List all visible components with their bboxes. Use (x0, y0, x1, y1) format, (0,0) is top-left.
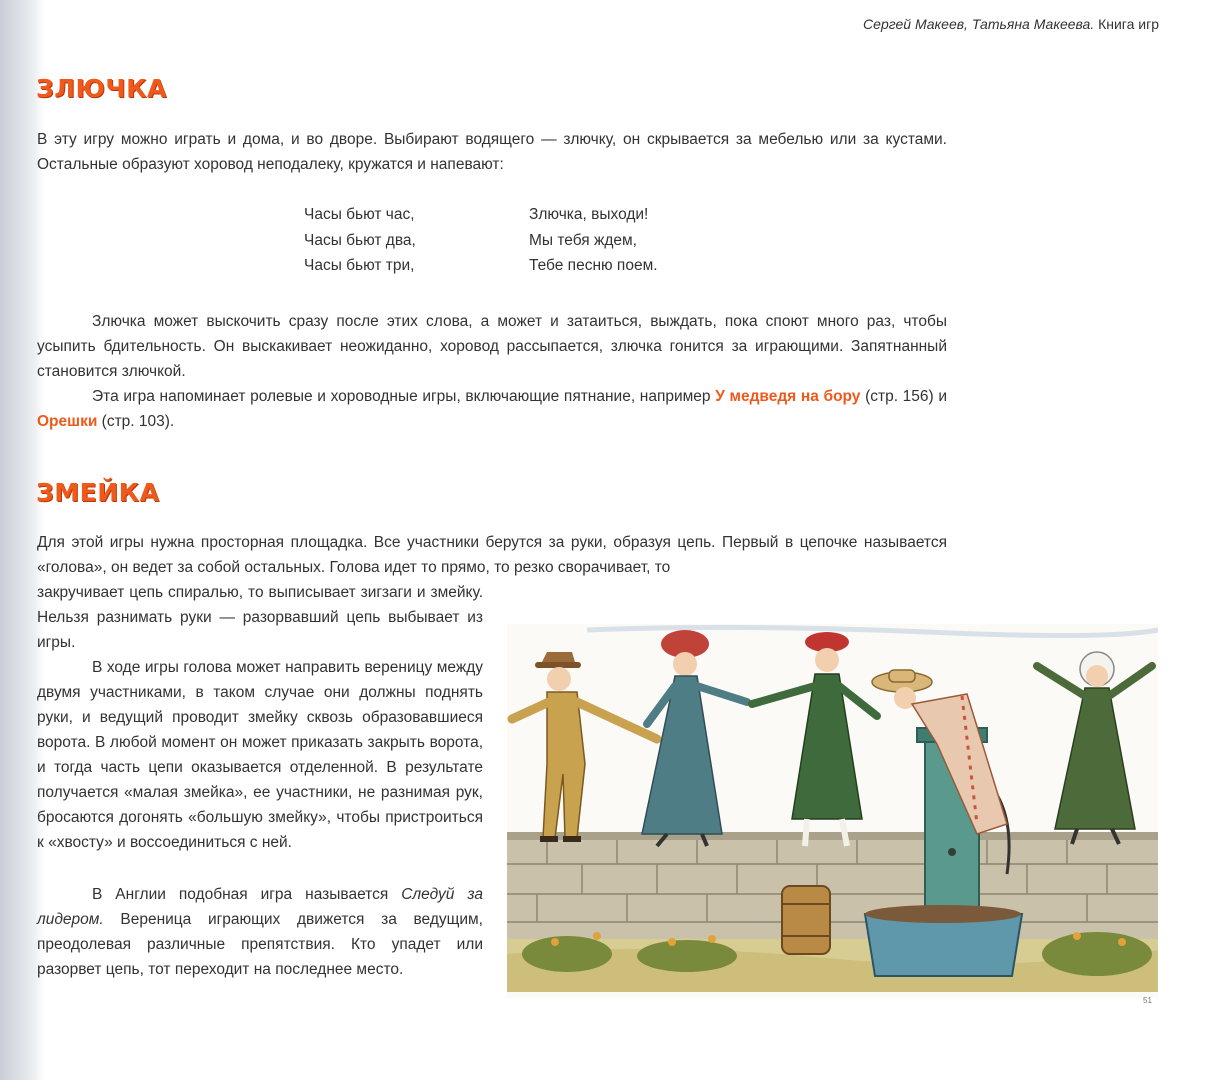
zmeyka-paragraph-1-rest: закручивает цепь спиралью, то выписывает зигзаги и змейку. Нельзя разнимать руки — разорвавший цепь выбывает из игры. (37, 584, 483, 651)
zmeyka-paragraph-2: В ходе игры голова может направить вереницу между двумя участниками, в таком случае они должны поднять руки, и ведущий проводит змейку сквозь образовавшиеся ворота. В любой момент он может приказать закрыть ворота, и тогда часть цепи оказывается отделенной. В результате получается «малая змейка», ее участники, не разнимая рук, бросаются догонять «большую змейку», чтобы пристроиться к «хвосту» и воссоединиться с ней. (37, 659, 483, 851)
verse-line: Часы бьют три, (304, 257, 415, 274)
running-head-book: Книга игр (1098, 16, 1159, 32)
illustration-children-on-wall (507, 624, 1158, 998)
zlyuchka-intro: В эту игру можно играть и дома, и во дворе. Выбирают водящего — злючку, он скрывается за мебелью или за кустами. Остальные образуют хоровод неподалеку, кружатся и напевают: (37, 131, 947, 173)
section-title-zmeyka: ЗМЕЙКА (36, 478, 160, 507)
link-u-medvedya-na-boru[interactable]: У медведя на бору (715, 388, 861, 405)
zlyuchka-paragraph-2: Злючка может выскочить сразу после этих слова, а может и затаиться, выждать, пока споют много раз, чтобы усыпить бдительность. Он выскакивает неожиданно, хоровод рассыпается, злючка гонится за играющими. Запятнанный становится злючкой. (37, 313, 947, 380)
verse-line: Часы бьют час, (304, 206, 415, 223)
game-name-italic: Следуй за лидером. (37, 886, 483, 928)
running-head-authors: Сергей Макеев, Татьяна Макеева. (863, 16, 1095, 32)
verse-right (529, 202, 658, 279)
running-head (863, 16, 1159, 32)
paragraph-text: В Англии подобная игра называется (92, 886, 402, 903)
section-title-zlyuchka: ЗЛЮЧКА (36, 74, 167, 103)
paragraph-text: (стр. 156) и (860, 388, 947, 405)
paragraph-text: Вереница играющих движется за ведущим, преодолевая различные препятствия. Кто упадет или разорвет цепь, тот переходит на последнее место. (37, 911, 483, 978)
paragraph-text: Эта игра напоминает ролевые и хороводные игры, включающие пятнание, например (92, 388, 716, 405)
zmeyka-paragraph-3 (37, 882, 483, 982)
paragraph-text: (стр. 103). (97, 413, 175, 430)
verse-line: Мы тебя ждем, (529, 231, 637, 249)
page-number: 51 (1143, 996, 1152, 1005)
link-oreshki[interactable]: Орешки (37, 413, 98, 430)
verse-left (304, 202, 416, 279)
verse-line: Тебе песню поем. (529, 257, 658, 274)
verse-line: Злючка, выходи! (529, 206, 649, 223)
zmeyka-paragraph-1-top: Для этой игры нужна просторная площадка. Все участники берутся за руки, образуя цепь. Первый в цепочке называется «голова», он ведет за собой остальных. Голова идет то прямо, то резко сворачивает, то (37, 534, 947, 576)
verse-line: Часы бьют два, (304, 231, 416, 249)
zlyuchka-paragraph-3 (37, 384, 947, 434)
illustration-svg (507, 624, 1158, 998)
